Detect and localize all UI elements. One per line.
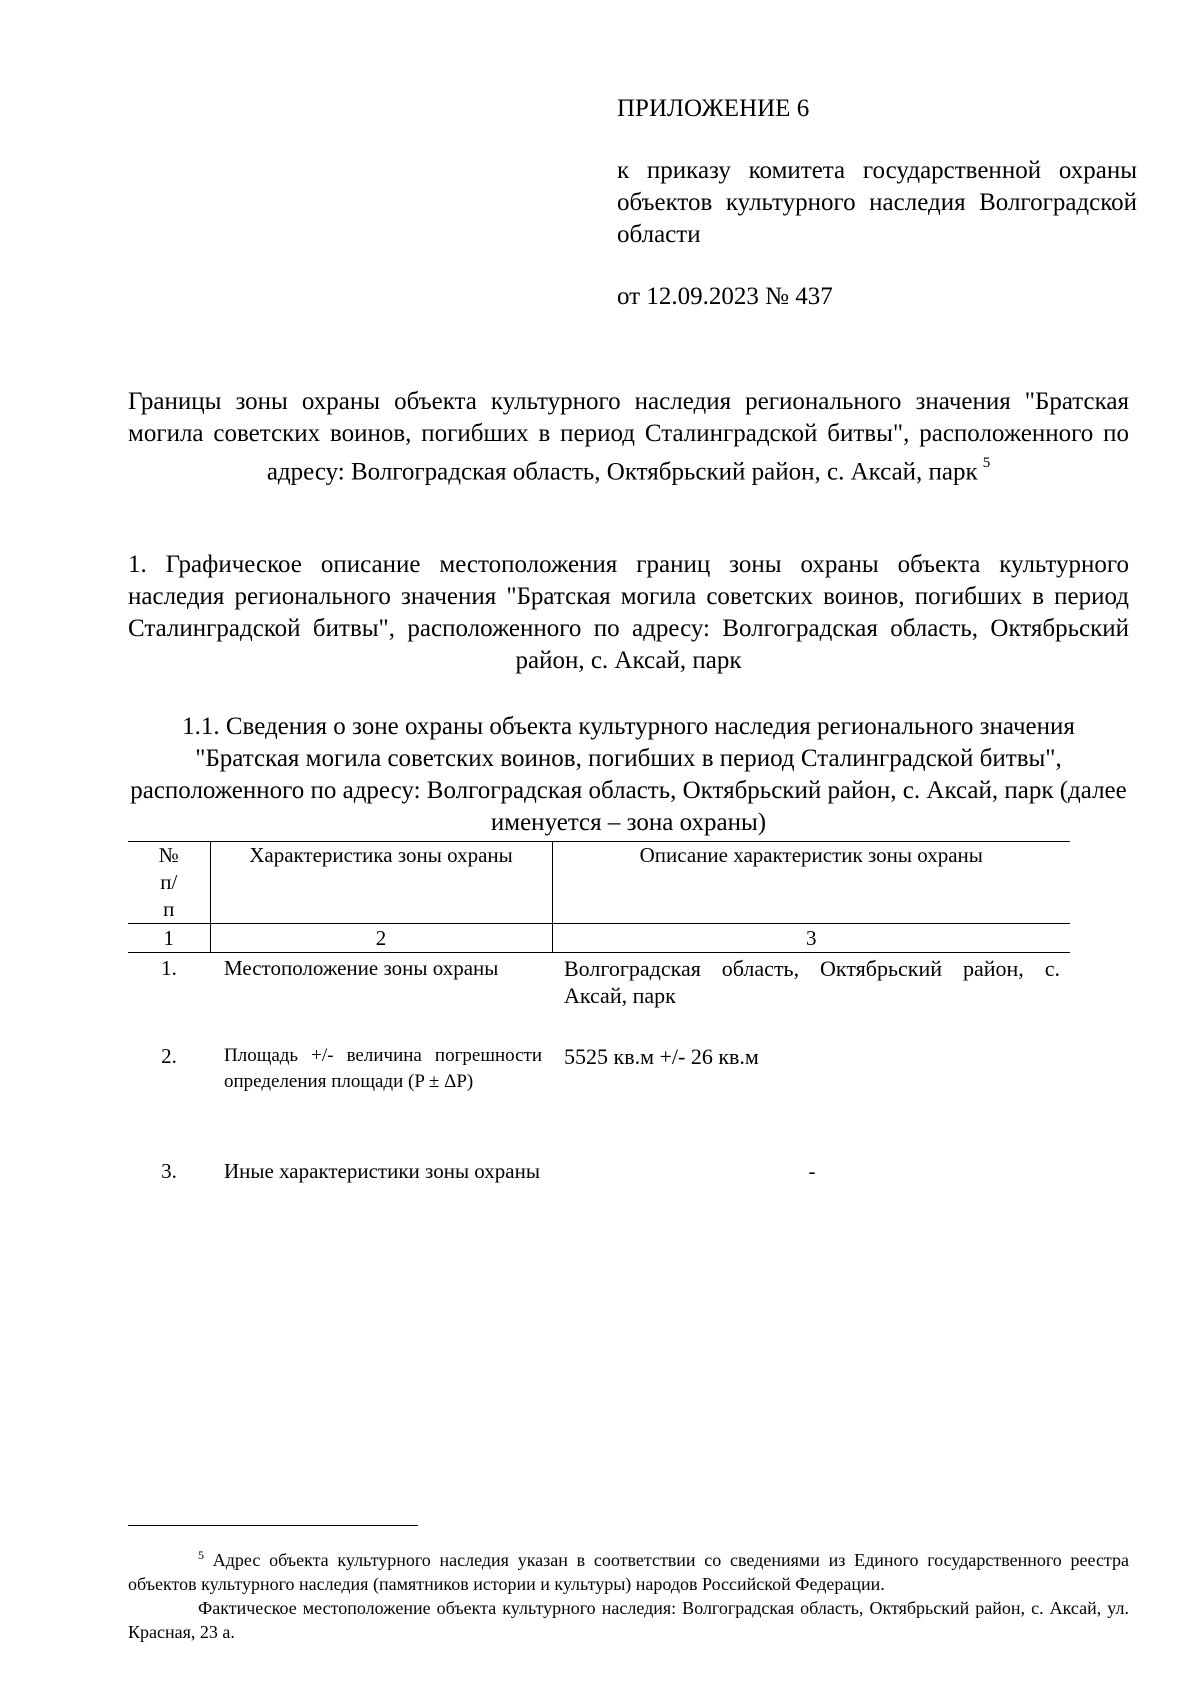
zone-table <box>128 841 1070 1218</box>
footnote-paragraph-2: Фактическое местоположение объекта культурного наследия: Волгоградская область, Октябрьский район, с. Аксай, ул. Красная, 23 а. <box>128 1598 1129 1642</box>
appendix-date: от 12.09.2023 № 437 <box>617 283 833 310</box>
row-number: 2. <box>161 1044 177 1068</box>
footnote-separator <box>128 1525 418 1526</box>
column-number: 2 <box>210 924 552 953</box>
heading-text: Границы зоны охраны объекта культурного наследия регионального значения "Братская могила советских воинов, погибших в период Сталинградской битвы", расположенного по адресу: Волгоградская область, Октябрьский район, с. Аксай, парк <box>128 388 1129 486</box>
row-description: - <box>808 1159 816 1183</box>
appendix-title: ПРИЛОЖЕНИЕ 6 <box>617 95 810 122</box>
row-description: Волгоградская область, Октябрьский район, с. Аксай, парк <box>564 956 1060 1008</box>
row-characteristic: Площадь +/- величина погрешности определения площади (P ± ΔP) <box>224 1045 542 1092</box>
header-num: № п/п <box>128 842 210 924</box>
row-number: 1. <box>161 956 177 980</box>
table-row <box>128 1156 1070 1218</box>
appendix-block <box>617 93 1137 338</box>
column-number: 3 <box>552 924 1070 953</box>
footnote-paragraph-1 <box>128 1543 1129 1596</box>
row-characteristic: Иные характеристики зоны охраны <box>224 1159 540 1183</box>
row-characteristic: Местоположение зоны охраны <box>224 956 499 980</box>
header-description: Описание характеристик зоны охраны <box>552 842 1070 924</box>
header-characteristic: Характеристика зоны охраны <box>210 842 552 924</box>
table-row <box>128 953 1070 1042</box>
footnote-mark: 5 <box>198 1548 204 1562</box>
table-row <box>128 1041 1070 1156</box>
subsection-1-1-title: 1.1. Сведения о зоне охраны объекта культурного наследия регионального значения "Братская могила советских воинов, погибших в период Сталинградской битвы", расположенного по адресу: Волгоградская область, Октябрьский район, с. Аксай, парк (далее именуется – зона охраны) <box>130 713 1127 836</box>
document-heading <box>128 386 1129 488</box>
section-1-title: 1. Графическое описание местоположения границ зоны охраны объекта культурного наследия регионального значения "Братская могила советских воинов, погибших в период Сталинградской битвы", расположенного по адресу: Волгоградская область, Октябрьский район, с. Аксай, парк <box>128 551 1129 674</box>
column-number: 1 <box>128 924 210 953</box>
table-header-row <box>128 842 1070 924</box>
footnote <box>128 1543 1129 1644</box>
appendix-reference: к приказу комитета государственной охраны объектов культурного наследия Волгоградской области <box>617 157 1137 248</box>
row-number: 3. <box>161 1159 177 1183</box>
footnote-text-1: Адрес объекта культурного наследия указан в соответствии со сведениями из Единого государственного реестра объектов культурного наследия (памятников истории и культуры) народов Российской Федерации. <box>128 1550 1130 1594</box>
heading-footnote-mark: 5 <box>982 455 991 471</box>
column-numbers-row <box>128 924 1070 953</box>
row-description: 5525 кв.м +/- 26 кв.м <box>564 1044 759 1069</box>
